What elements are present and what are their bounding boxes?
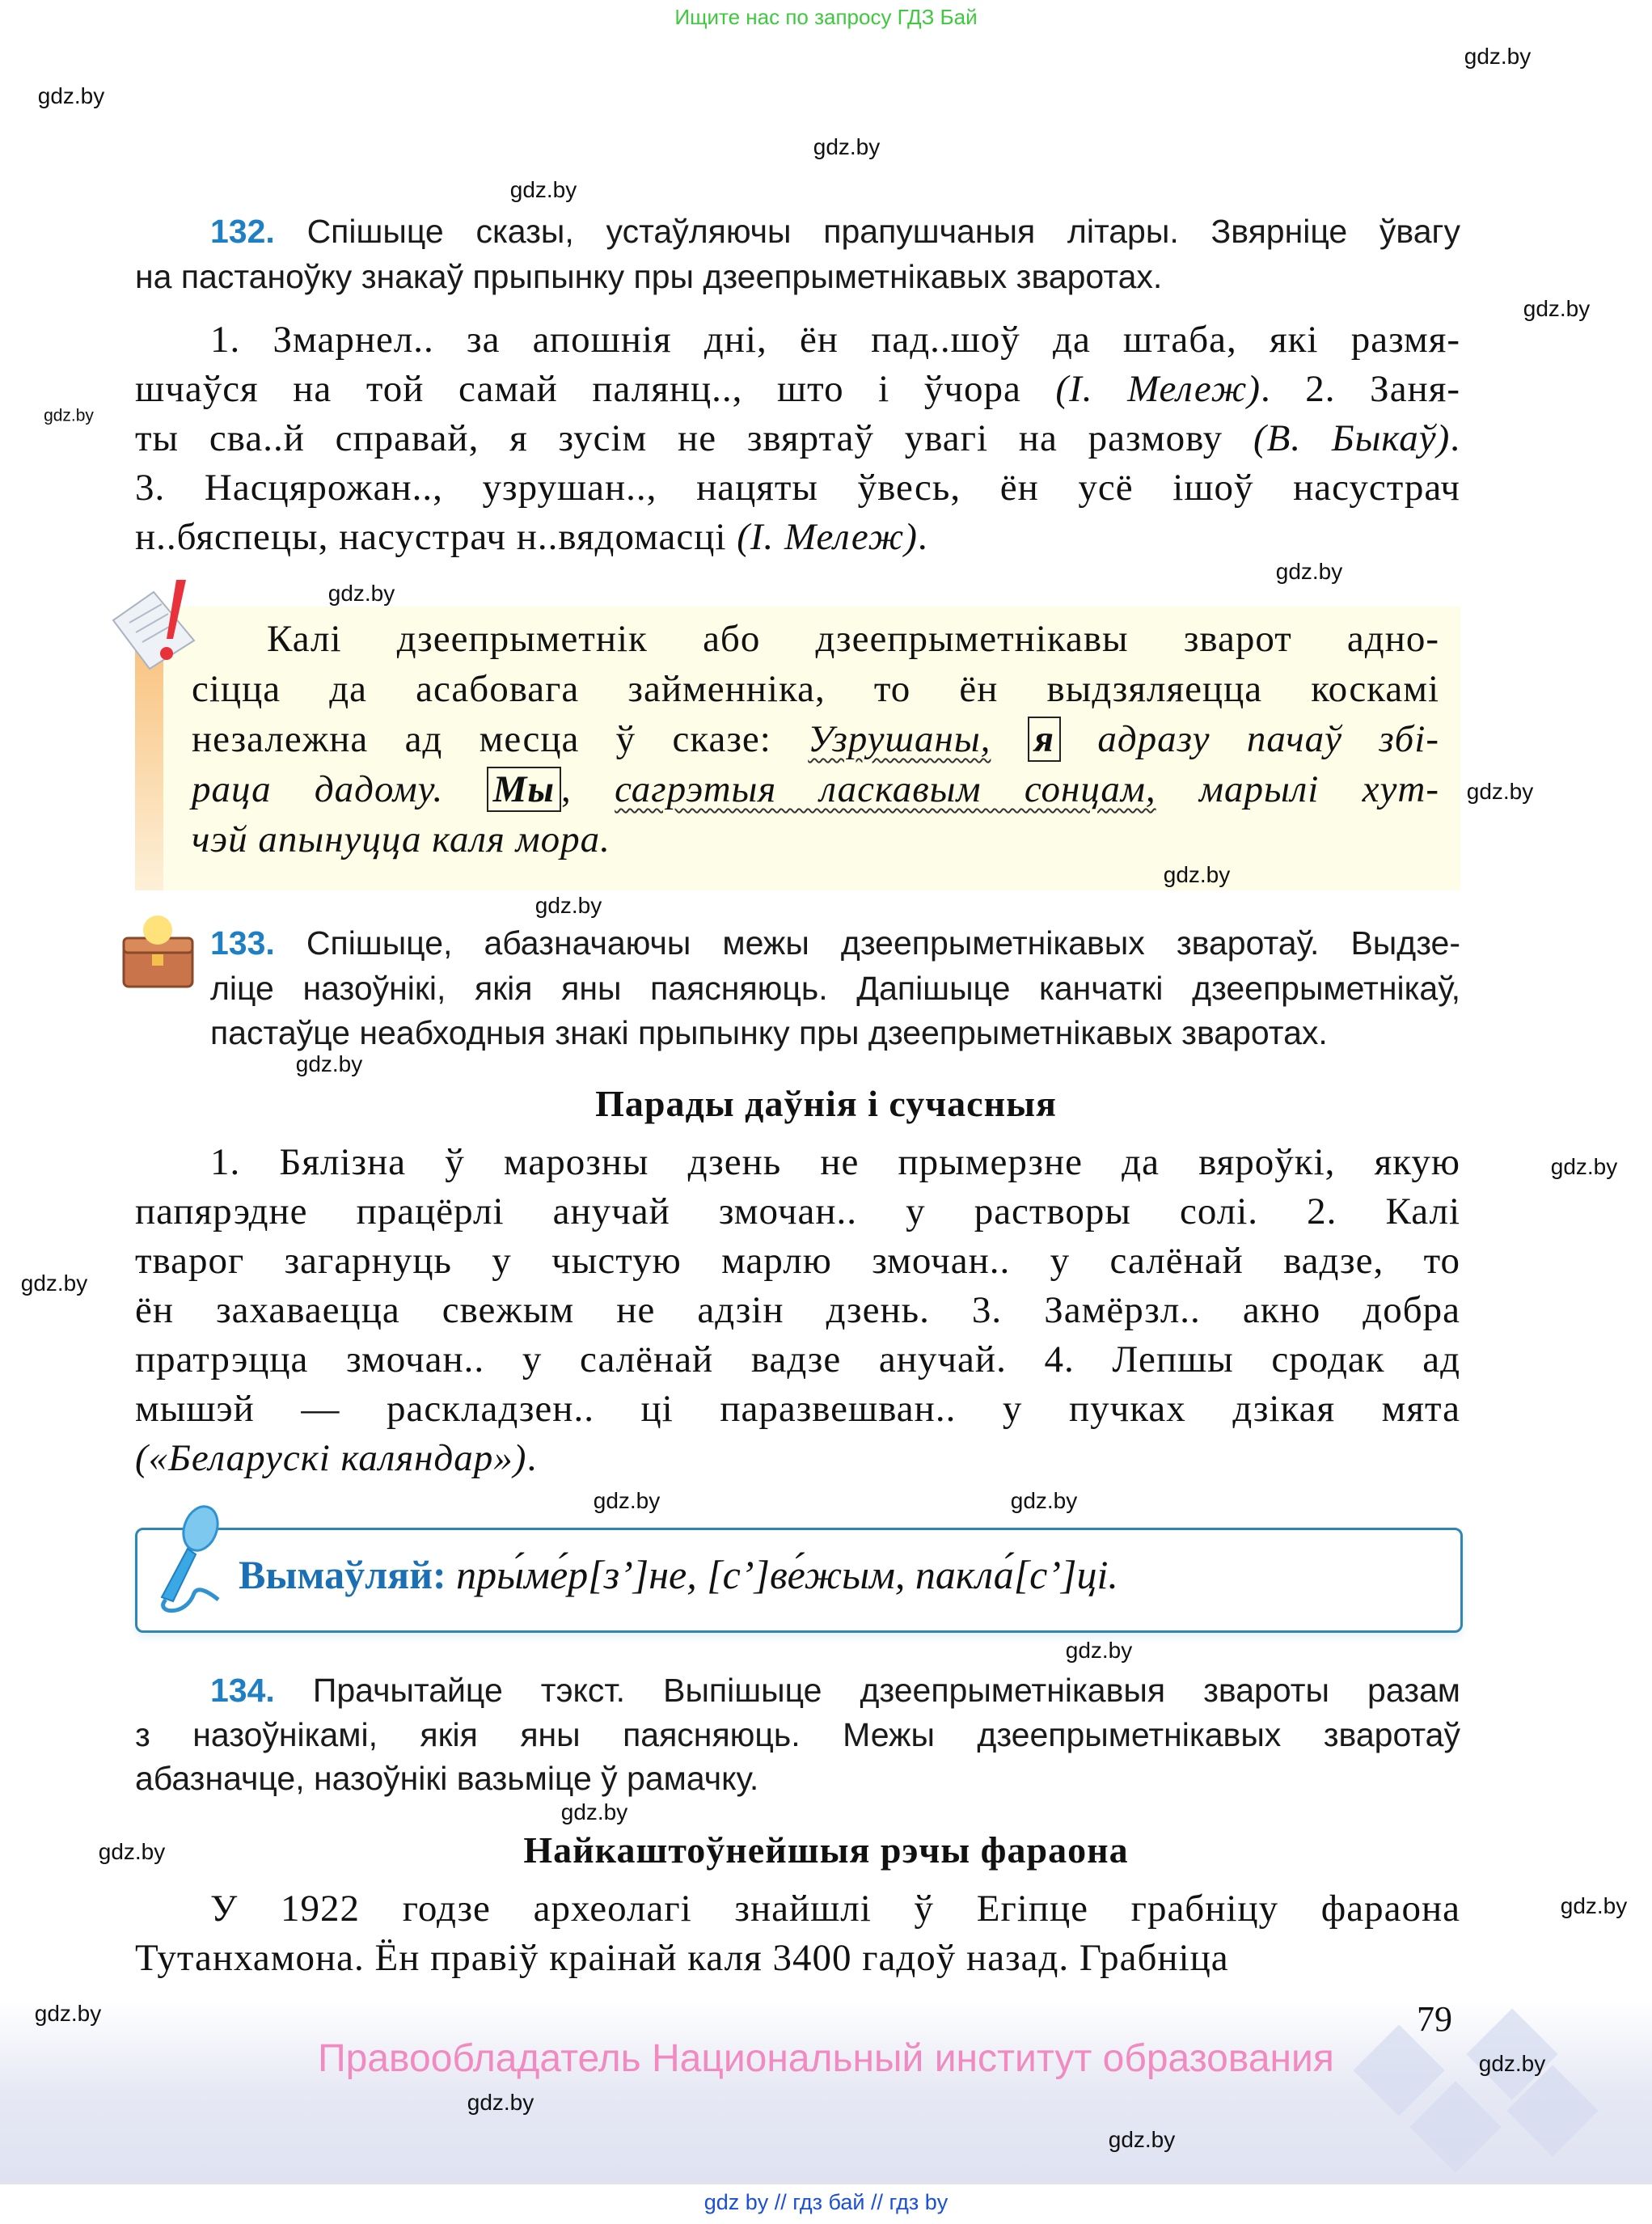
watermark: gdz.by — [34, 2001, 102, 2026]
text-segment: незалежна ад месца ў сказе: — [192, 718, 809, 760]
text-line — [192, 670, 1439, 708]
text-segment: , — [561, 768, 615, 810]
boxed-word: я — [1028, 717, 1061, 762]
watermark: gdz.by — [1523, 296, 1591, 321]
text-line — [135, 1390, 1460, 1428]
text-segment: 3. Насцярожан.., узрушан.., нацяты ўвесь, ён усё ішоў насустрач — [135, 467, 1460, 509]
text-segment: марылі хут- — [1156, 768, 1439, 810]
watermark: gdz.by — [1065, 1638, 1133, 1663]
microphone-icon — [137, 1504, 234, 1617]
text-segment: тварог загарнуць у чыстую марлю змочан.. у салёнай вадзе, то — [135, 1240, 1460, 1282]
ex133-task-line: ліце назоўнікі, якія яны паясняюць. Дапішыце канчаткі дзеепрыметнікаў, — [210, 970, 1460, 1007]
ex132-number: 132. — [210, 213, 275, 250]
text-line — [135, 417, 1460, 459]
page-number: 79 — [1417, 1999, 1452, 2039]
text-segment: шчаўся на той самай палянц.., што і ўчора — [135, 368, 1056, 410]
ex134-task-line: 134. Прачытайце тэкст. Выпішыце дзеепрыметнікавыя звароты разам — [210, 1672, 1460, 1709]
text-segment: папярэдне працёрлі анучай змочан.. у растворы солі. 2. Калі — [135, 1190, 1460, 1233]
text-line — [192, 768, 1439, 810]
text-segment: . — [526, 1437, 538, 1479]
pronunciation-label: Вымаўляй: — [239, 1552, 446, 1597]
underlined-phrase: Узрушаны, — [808, 718, 991, 760]
watermark: gdz.by — [295, 1051, 363, 1076]
text-line — [135, 1338, 1460, 1380]
watermark: gdz.by — [20, 1271, 88, 1296]
text-line — [192, 718, 1439, 760]
text-segment: 1. Змарнел.. за апошнія дні, ён пад..шоў да штаба, які размя- — [210, 319, 1460, 361]
text-segment: н..бяспецы, насустрач н..вядомасці — [135, 516, 737, 558]
ex132-task-line: на пастаноўку знакаў прыпынку пры дзеепрыметнікавых зваротах. — [135, 258, 1163, 295]
ex133-task-line: 133. Спішыце, абазначаючы межы дзеепрыметнікавых зваротаў. Выдзе- — [210, 924, 1460, 962]
watermark: gdz.by — [509, 177, 577, 202]
text-segment: раца дадому. — [192, 768, 487, 810]
watermark: gdz.by — [1163, 862, 1231, 887]
watermark: gdz.by — [467, 2090, 534, 2115]
underlined-phrase: сагрэтыя ласкавым сонцам, — [615, 768, 1156, 810]
watermark: gdz.by — [560, 1799, 628, 1824]
text-line — [135, 1437, 1460, 1479]
text-segment: Тутанхамона. Ён правіў краінай каля 3400 гадоў назад. Грабніца — [135, 1937, 1229, 1979]
watermark: gdz.by — [44, 406, 94, 425]
ex134-number: 134. — [210, 1672, 275, 1709]
text-line — [192, 620, 1439, 658]
watermark: gdz.by — [1466, 779, 1534, 804]
text-segment: адразу пачаў збі- — [1060, 718, 1439, 760]
watermark: gdz.by — [1108, 2127, 1176, 2152]
bottom-links[interactable]: gdz by // гдз бай // гдз by — [703, 2190, 949, 2214]
text-line — [135, 469, 1460, 507]
ex132-task-line: 132. Спішыце сказы, устаўляючы прапушчаныя літары. Звярніце ўвагу — [210, 213, 1460, 250]
search-hint: Ищите нас по запросу ГДЗ Бай — [674, 5, 978, 29]
text-line — [135, 1190, 1460, 1233]
text-segment: мышэй — раскладзен.. ці паразвешван.. у пучках дзікая мята — [135, 1388, 1460, 1430]
text-line — [135, 518, 1460, 556]
ex134-task-line: з назоўнікамі, якія яны паясняюць. Межы дзеепрыметнікавых зваротаў — [135, 1716, 1460, 1753]
text-segment: У 1922 годзе археолагі знайшлі ў Егіпце грабніцу фараона — [210, 1888, 1460, 1930]
watermark: gdz.by — [1464, 44, 1532, 69]
boxed-word: Мы — [487, 767, 561, 812]
watermark: gdz.by — [1560, 1893, 1628, 1918]
watermark: gdz.by — [327, 581, 395, 606]
text-line — [135, 1141, 1460, 1183]
watermark: gdz.by — [1478, 2051, 1546, 2076]
ex134-title: Найкаштоўнейшыя рэчы фараона — [523, 1829, 1129, 1871]
text-line — [192, 818, 1439, 860]
watermark: gdz.by — [1550, 1154, 1618, 1179]
watermark: gdz.by — [593, 1488, 661, 1513]
ex133-title: Парады даўнія і сучасныя — [595, 1083, 1057, 1124]
text-segment: («Беларускі каляндар») — [135, 1437, 527, 1479]
watermark: gdz.by — [1010, 1488, 1078, 1513]
text-segment: . 2. Заня- — [1260, 368, 1460, 410]
text-segment: 1. Бялізна ў марозны дзень не прымерзне да вяроўкі, якую — [210, 1141, 1460, 1183]
watermark: gdz.by — [1275, 559, 1343, 584]
ex133-task-line: пастаўце неабходныя знакі прыпынку пры дзеепрыметнікавых зваротах. — [210, 1014, 1328, 1051]
text-line — [135, 1939, 1460, 1977]
watermark: gdz.by — [98, 1839, 166, 1864]
text-line — [135, 1242, 1460, 1280]
text-segment: . — [917, 516, 928, 558]
pronunciation-text: Вымаўляй: пры́ме́р[з’]не, [с’]ве́жым, пакла́[с’]ці. — [239, 1552, 1118, 1597]
watermark: gdz.by — [534, 893, 602, 918]
text-segment: (І. Мележ) — [1055, 368, 1261, 410]
text-segment: Калі дзеепрыметнік або дзеепрыметнікавы зварот адно- — [267, 618, 1439, 660]
ex134-task-line: абазначце, назоўнікі вазьміце ў рамачку. — [135, 1760, 759, 1797]
ex133-number: 133. — [210, 924, 275, 962]
text-line — [135, 1289, 1460, 1331]
text-segment: ты сва..й справай, я зусім не звяртаў увагі на размову — [135, 417, 1253, 459]
text-segment: сіцца да асабовага займенніка, то ён выдзяляецца коскамі — [192, 668, 1439, 710]
text-line — [135, 370, 1460, 408]
text-segment — [991, 718, 1027, 760]
text-segment: . — [1450, 417, 1460, 459]
watermark: gdz.by — [813, 134, 881, 159]
text-line — [135, 321, 1460, 359]
text-segment: пратрэцца змочан.. у салёнай вадзе анучай. 4. Лепшы сродак ад — [135, 1338, 1460, 1380]
copyright-notice: Правообладатель Национальный институт образования — [318, 2037, 1334, 2080]
watermark: gdz.by — [37, 83, 105, 108]
text-segment: (В. Быкаў) — [1253, 417, 1451, 459]
text-segment: (І. Мележ) — [737, 516, 918, 558]
text-segment: чэй апынуцца каля мора. — [192, 818, 611, 860]
text-line — [135, 1890, 1460, 1928]
text-segment: ён захаваецца свежым не адзін дзень. 3. Замёрзл.. акно добра — [135, 1289, 1460, 1331]
treasure-chest-icon — [120, 914, 196, 991]
